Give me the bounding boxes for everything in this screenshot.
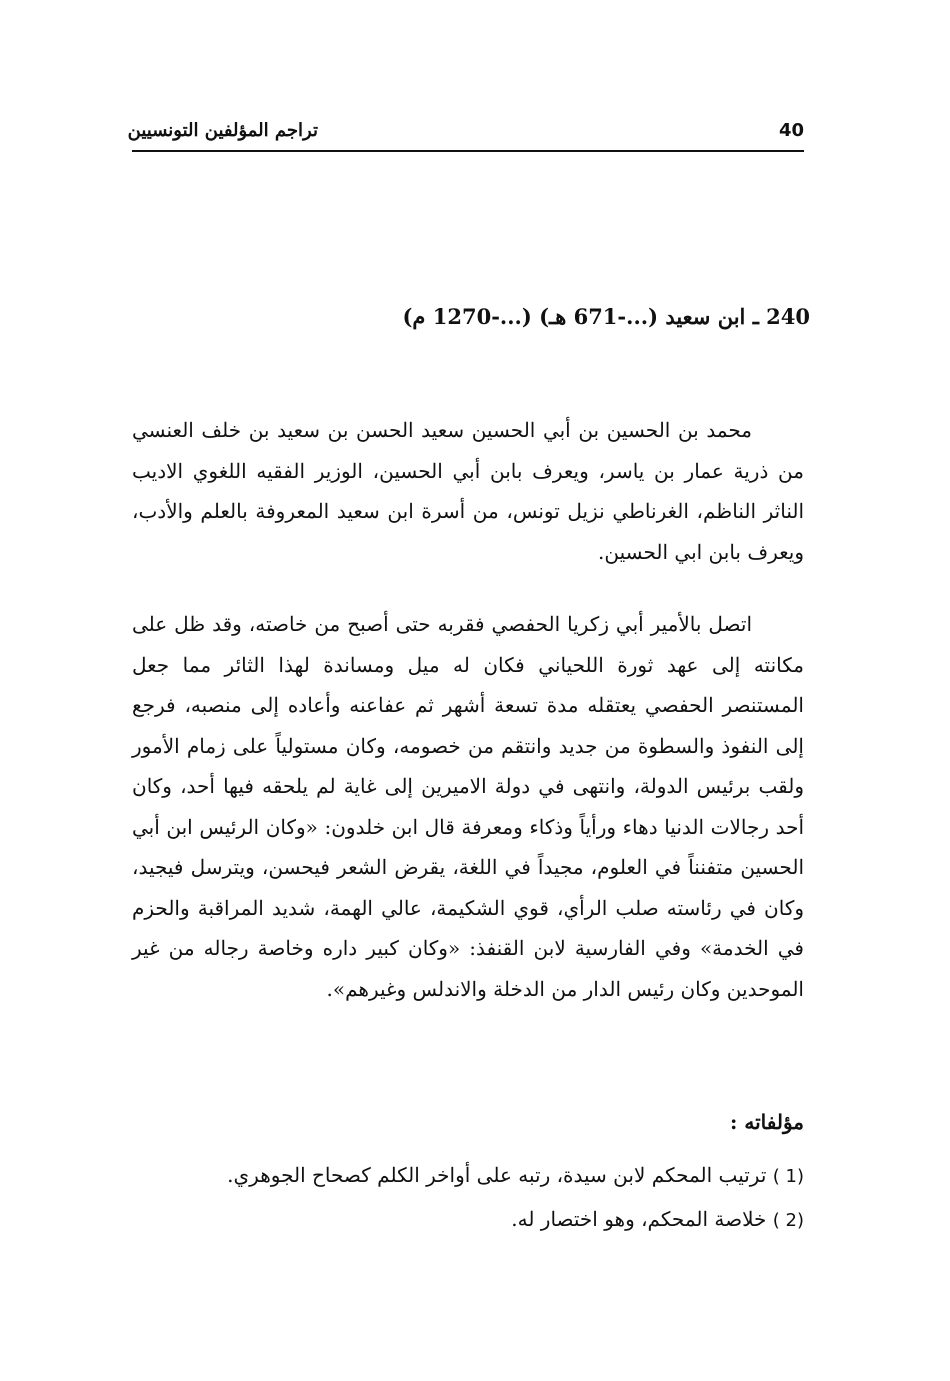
header-title: تراجم المؤلفين التونسيين — [127, 120, 318, 141]
page-number: 40 — [778, 120, 804, 141]
list-item — [227, 1198, 804, 1242]
item-text: ترتيب المحكم لابن سيدة، رتبه على أواخر الكلم كصحاح الجوهري. — [227, 1163, 767, 1187]
paragraph-text: محمد بن الحسين بن أبي الحسين سعيد الحسن بن سعيد بن خلف العنسي من ذرية عمار بن ياسر، ويعرف بابن أبي الحسين، الوزير الفقيه اللغوي الاديب الناثر الناظم، الغرناطي نزيل تونس، من أسرة ابن سعيد المعروفة بالعلم والأدب، ويعرف بابن ابي الحسين. — [132, 418, 804, 564]
list-item — [227, 1154, 804, 1198]
paragraph-text: اتصل بالأمير أبي زكريا الحفصي فقربه حتى أصبح من خاصته، وقد ظل على مكانته إلى عهد ثورة اللحياني فكان له ميل ومساندة لهذا الثائر مما جعل المستنصر الحفصي يعتقله مدة تسعة أشهر ثم عفاعنه وأعاده إلى منصبه، فرجع إلى النفوذ والسطوة من جديد وانتقم من خصومه، وكان مستولياً على زمام الأمور ولقب برئيس الدولة، وانتهى في دولة الاميرين إلى غاية لم يلحقه فيها أحد، وكان أحد رجالات الدنيا دهاء ورأياً وذكاء ومعرفة قال ابن خلدون: «وكان الرئيس ابن أبي الحسين متفنناً في العلوم، مجيداً في اللغة، يقرض الشعر فيحسن، ويترسل فيجيد، وكان في رئاسته صلب الرأي، قوي الشكيمة، عالي الهمة، شديد المراقبة والحزم في الخدمة» وفي الفارسية لابن القنفذ: «وكان كبير داره وخاصة رجاله من غير الموحدين وكان رئيس الدار من الدخلة والاندلس وغيرهم». — [132, 612, 804, 1001]
works-list — [227, 1154, 804, 1242]
running-header — [127, 118, 804, 152]
item-number: (2 ) — [772, 1210, 804, 1231]
works-heading: مؤلفاته : — [730, 1110, 804, 1134]
entry-heading: 240 ـ ابن سعيد (...-671 هـ) (...-1270 م) — [402, 304, 810, 329]
item-text: خلاصة المحكم، وهو اختصار له. — [511, 1207, 767, 1231]
item-number: (1 ) — [772, 1166, 804, 1187]
career-paragraph — [132, 604, 804, 1009]
biography-paragraph — [132, 410, 804, 572]
